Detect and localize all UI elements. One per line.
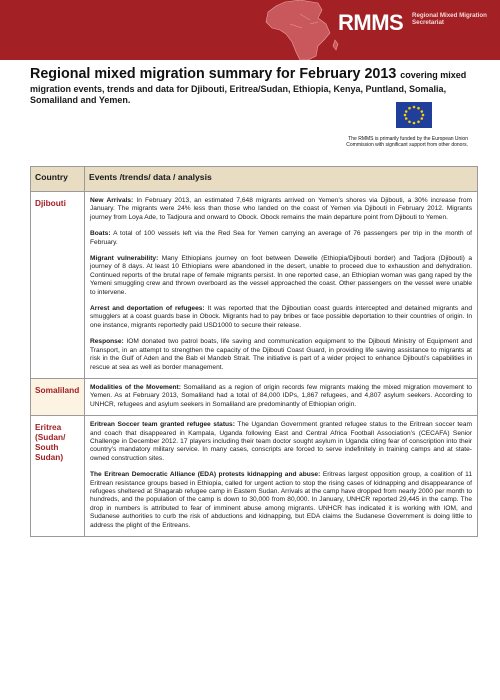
document-title bbox=[30, 66, 478, 106]
paragraph-heading: Eritrean Soccer team granted refugee status: bbox=[90, 421, 235, 429]
paragraph-heading: Arrest and deportation of refugees: bbox=[90, 305, 205, 313]
paragraph bbox=[90, 230, 472, 247]
paragraph-text: In February 2013, an estimated 7,648 migrants arrived on Yemen’s shores via Djibouti, a 30% increase from January. The migrants were 24% less than those who landed on the coast of Yemen via Djibouti in February 2012. Migrants journey from Loya Ade, to Tadjoura and onward to Obock. Obock remains the main departure point from Djibouti to Yemen. bbox=[90, 197, 472, 221]
paragraph-text: The Ugandan Government granted refugee status to the Eritrean soccer team and coach that disappeared in Kampala, Uganda following East and Central Africa Football Association’s (CECAFA) Senior Challenge in December 2012. 17 players including their team doctor sought asylum in Uganda citing fear of conscription into their country’s mandatory military service. In many cases, conscripts are forced to serve indefinitely in training camps and at state-owned construction sites. bbox=[90, 421, 472, 462]
paragraph bbox=[90, 421, 472, 463]
table-row bbox=[31, 416, 478, 537]
title-tail: covering mixed bbox=[400, 70, 467, 80]
paragraph bbox=[90, 338, 472, 372]
column-header-country: Country bbox=[31, 167, 85, 192]
events-cell bbox=[85, 416, 478, 537]
paragraph-text: It was reported that the Djiboutian coast guards intercepted and detained migrants and smugglers at a coast guards base in Obock. Migrants had to pay bribes or face possible deportation to their countries of origin. In one instance, migrants reportedly paid USD1000 to secure their release. bbox=[90, 305, 472, 329]
summary-table bbox=[30, 166, 478, 537]
funding-note: The RMMS is primarily funded by the European Union Commission with significant support from other donors. bbox=[346, 136, 468, 148]
rmms-logo: RMMS bbox=[338, 10, 404, 35]
paragraph-heading: Response: bbox=[90, 338, 124, 346]
eu-flag-logo bbox=[396, 102, 432, 128]
paragraph-heading: Modalities of the Movement: bbox=[90, 383, 181, 391]
africa-map-graphic bbox=[0, 0, 500, 60]
paragraph bbox=[90, 471, 472, 530]
paragraph bbox=[90, 384, 472, 409]
header-banner bbox=[0, 0, 500, 60]
events-cell bbox=[85, 192, 478, 379]
paragraph-text: Many Ethiopians journey on foot between Dewelle (Ethiopia/Djibouti border) and Tadjora (Djibouti) a journey of 8 days. At least 10 Ethiopians were abandoned in the desert, unable to proceed due to exhaustion and dehydration. Continued reports of the brutal rape of female migrants persist. In one reported case, an Ethiopian woman was gang raped by the Yemeni smuggling crew and thrown overboard as the vessel approached the coast. Other passengers on the vessel were unable to intervene. bbox=[90, 255, 472, 296]
eu-stars-icon bbox=[396, 102, 432, 128]
rmms-logo-subtitle: Regional Mixed Migration Secretariat bbox=[412, 12, 487, 26]
title-rest: migration events, trends and data for Djibouti, Eritrea/Sudan, Ethiopia, Kenya, Puntland, Somalia, Somaliland and Yemen. bbox=[30, 84, 447, 105]
africa-outline bbox=[266, 0, 330, 60]
country-cell: Djibouti bbox=[31, 192, 85, 379]
country-cell: Somaliland bbox=[31, 378, 85, 415]
paragraph-heading: New Arrivals: bbox=[90, 197, 134, 204]
country-cell: Eritrea (Sudan/ South Sudan) bbox=[31, 416, 85, 537]
paragraph bbox=[90, 255, 472, 297]
table-header-row bbox=[31, 167, 478, 192]
paragraph bbox=[90, 305, 472, 330]
paragraph-text: IOM donated two patrol boats, life saving and communication equipment to the Djibouti Ministry of Equipment and Transport, in an attempt to strengthen the capacity of the Djibouti Coast Guard, in providing life saving assistance to migrants at risk in the Gulf of Aden and the Bab el Mandeb Strait. The initiative is part of a wider project to enhance Djibouti’s capabilities in rescue at sea as well as border management. bbox=[90, 338, 472, 371]
column-header-events: Events /trends/ data / analysis bbox=[85, 167, 478, 192]
title-main: Regional mixed migration summary for February 2013 bbox=[30, 66, 397, 82]
paragraph-heading: Migrant vulnerability: bbox=[90, 255, 159, 263]
paragraph bbox=[90, 197, 472, 222]
paragraph-heading: Boats: bbox=[90, 230, 111, 238]
paragraph-text: A total of 100 vessels left via the Red Sea for Yemen carrying an average of 76 passengers per trip in the month of February. bbox=[90, 230, 472, 246]
paragraph-heading: The Eritrean Democratic Alliance (EDA) protests kidnapping and abuse: bbox=[90, 471, 321, 479]
events-cell bbox=[85, 378, 478, 415]
table-row bbox=[31, 378, 478, 415]
paragraph-text: Eritreas largest opposition group, a coalition of 11 Eritrean resistance groups based in Ethiopia, called for urgent action to stop the rising cases of kidnapping and disappearance of refugees sheltered at Shagarab refugee camp in Eastern Sudan. Arrivals at the camp have dropped from nearly 2000 per month to hundreds, and the population of the camp is down to 30,000 from 80,000. In January, UNHCR reported 29,445 in the camp. The drop in numbers is attributed to fear of imminent abuse among migrants. UNHCR has indicated it is working with IOM, and Sudanese authorities to curb the risk of abductions and kidnapping, but EDA claims the Sudanese Government is doing little to address the plight of the Eritreans. bbox=[90, 471, 472, 529]
table-row bbox=[31, 192, 478, 379]
paragraph-text: Somaliland as a region of origin records few migrants making the mixed migration movement to Yemen. As at February 2013, Somaliland had a total of 84,000 IDPs, 1,867 refugees, and 4,807 asylum seekers. According to UNHCR, refugees and asylum seekers in Somaliland are predominantly of Ethiopian origin. bbox=[90, 383, 472, 408]
